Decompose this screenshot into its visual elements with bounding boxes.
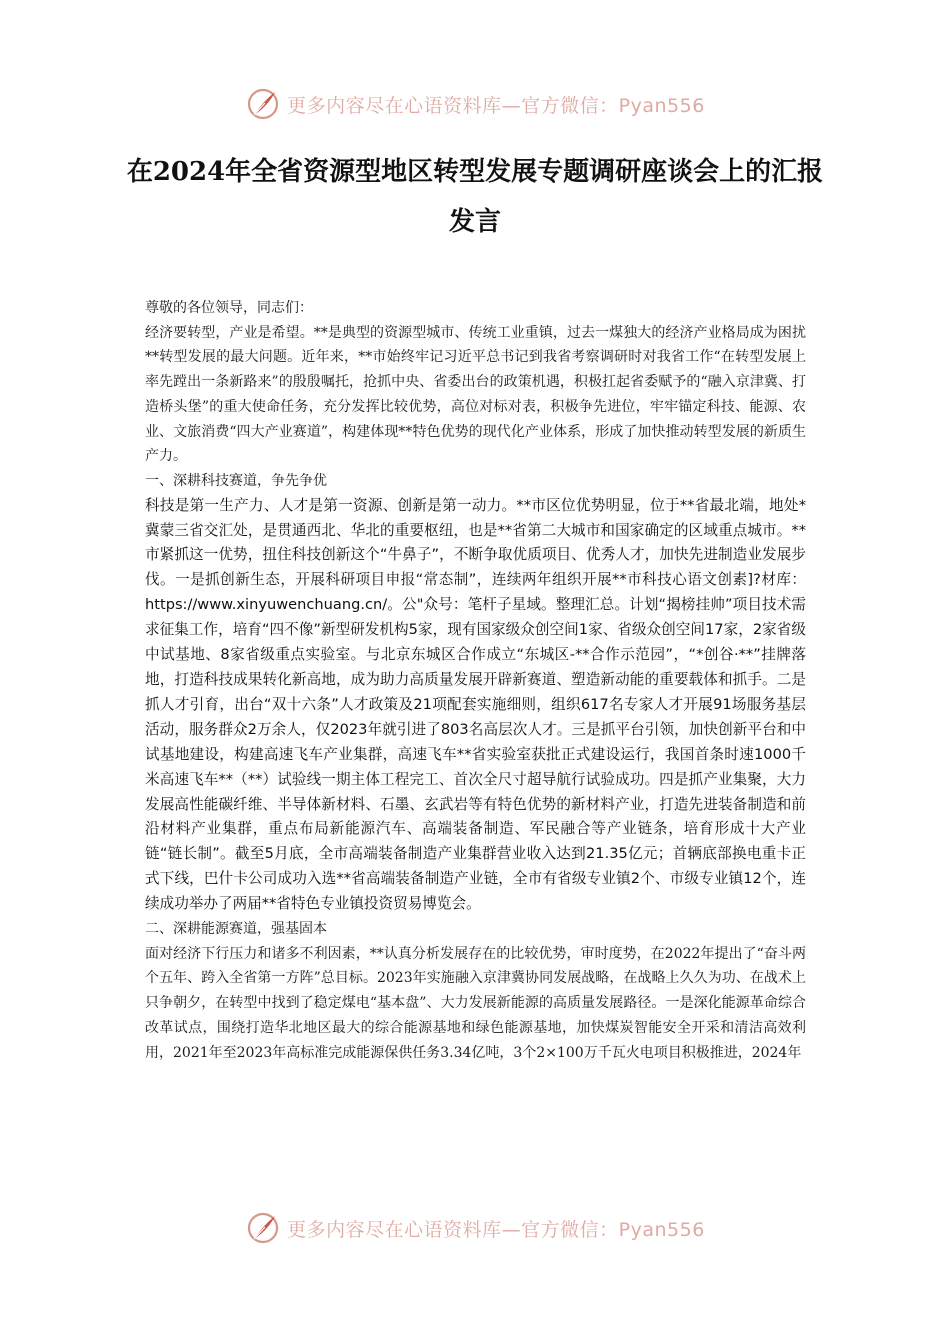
document-title: 在2024年全省资源型地区转型发展专题调研座谈会上的汇报发言 (126, 157, 824, 237)
feather-pen-logo-icon (245, 86, 281, 122)
salutation: 尊敬的各位领导，同志们： (145, 300, 313, 316)
watermark-banner-bottom (0, 1208, 950, 1248)
watermark-text: 更多内容尽在心语资料库—官方微信：Pyan556 (287, 1218, 705, 1241)
intro-paragraph: 经济要转型，产业是希望。**是典型的资源型城市、传统工业重镇，过去一煤独大的经济产业格局成为困扰**转型发展的最大问题。近年来，**市始终牢记习近平总书记到我省考察调研时对我省工作“在转型发展上率先蹚出一条新路来”的殷殷嘱托，抢抓中央、省委出台的政策机遇，积极扛起省委赋予的“融入京津冀、打造桥头堡”的重大使命任务，充分发挥比较优势，高位对标对表，积极争先进位，牢牢锚定科技、能源、农业、文旅消费“四大产业赛道”，构建体现**特色优势的现代化产业体系，形成了加快推动转型发展的新质生产力。 (145, 324, 806, 465)
section-heading-2: 二、深耕能源赛道，强基固本 (145, 921, 327, 938)
feather-pen-logo-icon (245, 1210, 281, 1246)
watermark-text: 更多内容尽在心语资料库—官方微信：Pyan556 (287, 94, 705, 117)
document-body (145, 296, 806, 1065)
section-1-paragraph: 科技是第一生产力、人才是第一资源、创新是第一动力。**市区位优势明显，位于**省最北端，地处*冀蒙三省交汇处，是贯通西北、华北的重要枢纽，也是**省第二大城市和国家确定的区域重点城市。**市紧抓这一优势，扭住科技创新这个“牛鼻子”，不断争取优质项目、优秀人才，加快先进制造业发展步伐。一是抓创新生态，开展科研项目申报“常态制”，连续两年组织开展**市科技心语文创素]?材库：https://www.xinyuwenchuang.cn/。公"众号：笔杆子星域。整理汇总。计划“揭榜挂帅”项目技术需求征集工作，培育“四不像”新型研发机构5家，现有国家级众创空间1家、省级众创空间17家，2家省级中试基地、8家省级重点实验室。与北京东城区合作成立“东城区-**合作示范园”，“*创谷·**”挂牌落地，打造科技成果转化新高地，成为助力高质量发展开辟新赛道、塑造新动能的重要载体和抓手。二是抓人才引育，出台“双十六条”人才政策及21项配套实施细则，组织617名专家人才开展91场服务基层活动，服务群众2万余人，仅2023年就引进了803名高层次人才。三是抓平台引领，加快创新平台和中试基地建设，构建高速飞车产业集群，高速飞车**省实验室获批正式建设运行，我国首条时速1000千米高速飞车**（**）试验线一期主体工程完工、首次全尺寸超导航行试验成功。四是抓产业集聚，大力发展高性能碳纤维、半导体新材料、石墨、玄武岩等有特色优势的新材料产业，打造先进装备制造和前沿材料产业集群，重点布局新能源汽车、高端装备制造、军民融合等产业链条，培育形成十大产业链“链长制”。截至5月底，全市高端装备制造产业集群营业收入达到21.35亿元；首辆底部换电重卡正式下线，巴什卡公司成功入选**省高端装备制造产业链，全市有省级专业镇2个、市级专业镇12个，连续成功举办了两届**省特色专业镇投资贸易博览会。 (145, 496, 806, 913)
watermark-banner-top (0, 84, 950, 124)
section-2-paragraph: 面对经济下行压力和诸多不利因素，**认真分析发展存在的比较优势，审时度势，在2022年提出了“奋斗两个五年、跨入全省第一方阵”总目标。2023年实施融入京津冀协同发展战略，在战略上久久为功、在战术上只争朝夕，在转型中找到了稳定煤电“基本盘”、大力发展新能源的高质量发展路径。一是深化能源革命综合改革试点，围绕打造华北地区最大的综合能源基地和绿色能源基地，加快煤炭智能安全开采和清洁高效利用，2021年至2023年高标准完成能源保供任务3.34亿吨，3个2×100万千瓦火电项目积极推进，2024年 (145, 945, 806, 1061)
section-heading-1: 一、深耕科技赛道，争先争优 (145, 472, 327, 489)
